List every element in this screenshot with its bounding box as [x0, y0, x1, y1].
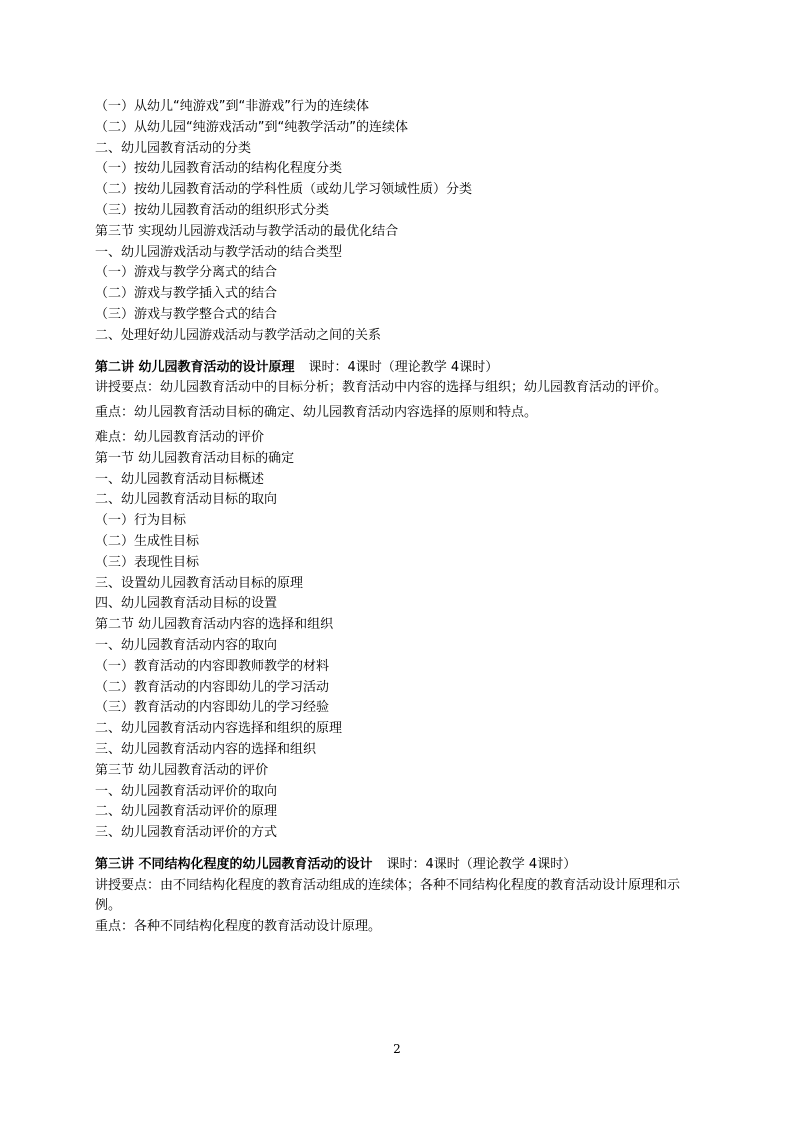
- text-line: （一）游戏与教学分离式的结合: [95, 265, 278, 281]
- text-line: （三）游戏与教学整合式的结合: [95, 306, 278, 322]
- text-line: 二、幼儿园教育活动内容选择和组织的原理: [95, 721, 343, 737]
- key-points-text: 讲授要点：幼儿园教育活动中的目标分析；教育活动中内容的选择与组织；幼儿园教育活动的评价。: [95, 380, 668, 396]
- text-line: （二）按幼儿园教育活动的学科性质（或幼儿学习领域性质）分类: [95, 182, 473, 198]
- text-line: （二）生成性目标: [95, 533, 200, 549]
- text-line: 三、幼儿园教育活动评价的方式: [95, 825, 278, 841]
- spacer: [95, 844, 695, 855]
- text-line: （二）从幼儿园“纯游戏活动”到“纯教学活动”的连续体: [95, 119, 408, 135]
- text-line: 第一节 幼儿园教育活动目标的确定: [95, 450, 295, 466]
- text-line: 第三节 幼儿园教育活动的评价: [95, 762, 269, 778]
- lecture-title: 第三讲 不同结构化程度的幼儿园教育活动的设计: [95, 856, 373, 872]
- emphasis-text: 重点：各种不同结构化程度的教育活动设计原理。: [95, 919, 382, 935]
- lecture-2-section: [95, 358, 695, 844]
- text-line: （三）教育活动的内容即幼儿的学习经验: [95, 700, 330, 716]
- page-content: [95, 97, 695, 938]
- key-points-text: 讲授要点：由不同结构化程度的教育活动组成的连续体；各种不同结构化程度的教育活动设计原理和示例。: [95, 877, 681, 914]
- lecture-title: 第二讲 幼儿园教育活动的设计原理: [95, 359, 295, 375]
- text-line: （一）行为目标: [95, 513, 187, 529]
- text-line: 二、幼儿园教育活动的分类: [95, 140, 252, 156]
- text-line: 第三节 实现幼儿园游戏活动与教学活动的最优化结合: [95, 223, 399, 239]
- section-block-1: [95, 97, 695, 347]
- text-line: 一、幼儿园教育活动内容的取向: [95, 637, 278, 653]
- text-line: （三）按幼儿园教育活动的组织形式分类: [95, 202, 330, 218]
- lecture-hours: 课时：4课时（理论教学 4课时）: [386, 856, 577, 872]
- text-line: 二、处理好幼儿园游戏活动与教学活动之间的关系: [95, 327, 382, 343]
- difficulty-text: 难点：幼儿园教育活动的评价: [95, 429, 265, 445]
- text-line: 二、幼儿园教育活动目标的取向: [95, 492, 278, 508]
- text-line: 一、幼儿园游戏活动与教学活动的结合类型: [95, 244, 343, 260]
- text-line: 三、设置幼儿园教育活动目标的原理: [95, 575, 304, 591]
- text-line: 第二节 幼儿园教育活动内容的选择和组织: [95, 617, 334, 633]
- page-number: 2: [393, 1042, 401, 1056]
- text-line: （一）按幼儿园教育活动的结构化程度分类: [95, 161, 343, 177]
- lecture-3-section: [95, 855, 695, 938]
- spacer: [95, 347, 695, 358]
- text-line: 四、幼儿园教育活动目标的设置: [95, 596, 278, 612]
- text-line: 一、幼儿园教育活动目标概述: [95, 471, 265, 487]
- text-line: （三）表现性目标: [95, 554, 200, 570]
- text-line: 二、幼儿园教育活动评价的原理: [95, 804, 278, 820]
- lecture-hours: 课时：4课时（理论教学 4课时）: [308, 359, 499, 375]
- text-line: （二）游戏与教学插入式的结合: [95, 286, 278, 302]
- emphasis-text: 重点：幼儿园教育活动目标的确定、幼儿园教育活动内容选择的原则和特点。: [95, 405, 538, 421]
- lecture-heading: [95, 855, 695, 876]
- text-line: （一）从幼儿“纯游戏”到“非游戏”行为的连续体: [95, 99, 369, 114]
- text-line: 一、幼儿园教育活动评价的取向: [95, 783, 278, 799]
- text-line: （二）教育活动的内容即幼儿的学习活动: [95, 679, 330, 695]
- text-line: 三、幼儿园教育活动内容的选择和组织: [95, 741, 317, 757]
- text-line: （一）教育活动的内容即教师教学的材料: [95, 658, 330, 674]
- lecture-heading: [95, 358, 695, 379]
